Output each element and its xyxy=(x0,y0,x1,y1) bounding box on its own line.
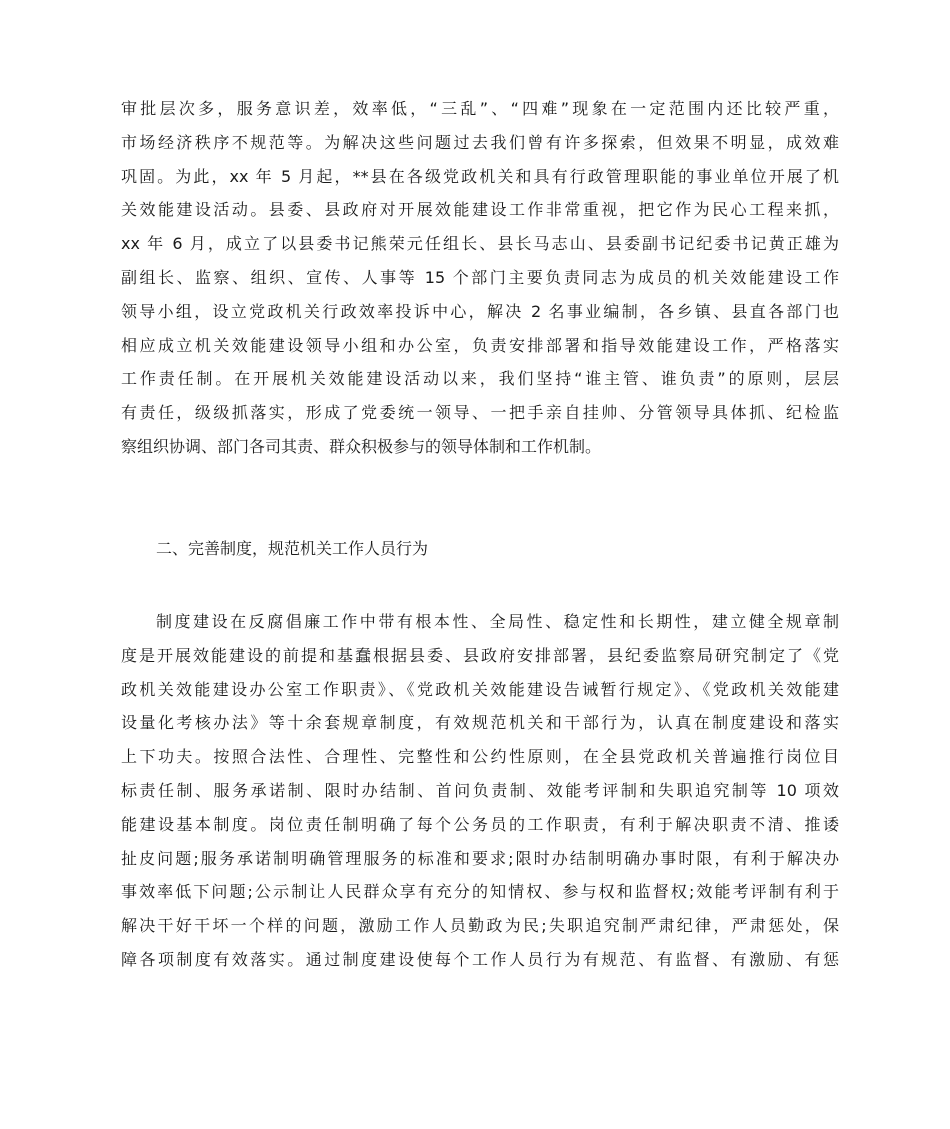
text-line: 巩固。为此，xx 年 5 月起，**县在各级党政机关和具有行政管理职能的事业单位开展了机 xyxy=(121,166,839,186)
text-line: 解决干好干坏一个样的问题，激励工作人员勤政为民;失职追究制严肃纪律，严肃惩处，保 xyxy=(121,916,839,936)
text-line: xx 年 6 月，成立了以县委书记熊荣元任组长、县长马志山、县委副书记纪委书记黄正雄为 xyxy=(121,234,839,254)
text-line: 能建设基本制度。岗位责任制明确了每个公务员的工作职责，有利于解决职责不清、推诿 xyxy=(121,814,839,834)
text-line: 度是开展效能建设的前提和基蠢根据县委、县政府安排部署，县纪委监察局研究制定了《党 xyxy=(121,645,839,665)
section-heading-text: 二、完善制度，规范机关工作人员行为 xyxy=(156,539,429,558)
section-heading xyxy=(121,532,839,566)
text-line: 扯皮问题;服务承诺制明确管理服务的标准和要求;限时办结制明确办事时限，有利于解决办 xyxy=(121,848,839,868)
text-line: 副组长、监察、组织、宣传、人事等 15 个部门主要负责同志为成员的机关效能建设工作 xyxy=(121,267,839,287)
text-line: 政机关效能建设办公室工作职责》、《党政机关效能建设告诫暂行规定》、《党政机关效能建 xyxy=(121,679,839,699)
text-line: 相应成立机关效能建设领导小组和办公室，负责安排部署和指导效能建设工作，严格落实 xyxy=(121,335,839,355)
text-line: 市场经济秩序不规范等。为解决这些问题过去我们曾有许多探索，但效果不明显，成效难 xyxy=(121,132,839,152)
text-line: 工作责任制。在开展机关效能建设活动以来，我们坚持“谁主管、谁负责”的原则，层层 xyxy=(121,369,839,389)
text-line: 有责任，级级抓落实，形成了党委统一领导、一把手亲自挂帅、分管领导具体抓、纪检监 xyxy=(121,403,839,423)
text-line: 制度建设在反腐倡廉工作中带有根本性、全局性、稳定性和长期性，建立健全规章制 xyxy=(156,612,839,631)
text-line: 察组织协调、部门各司其责、群众积极参与的领导体制和工作机制。 xyxy=(121,436,602,456)
text-line: 领导小组，设立党政机关行政效率投诉中心，解决 2 名事业编制，各乡镇、县直各部门也 xyxy=(121,301,839,321)
paragraph-efficiency-campaign xyxy=(121,92,839,464)
paragraph-institution-building xyxy=(121,605,839,977)
text-line: 关效能建设活动。县委、县政府对开展效能建设工作非常重视，把它作为民心工程来抓， xyxy=(121,200,839,220)
text-line: 审批层次多，服务意识差，效率低，“三乱”、“四难”现象在一定范围内还比较严重， xyxy=(121,99,839,118)
text-line: 设量化考核办法》等十余套规章制度，有效规范机关和干部行为，认真在制度建设和落实 xyxy=(121,713,839,733)
text-line: 标责任制、服务承诺制、限时办结制、首问负责制、效能考评制和失职追究制等 10 项效 xyxy=(121,780,839,800)
text-line: 事效率低下问题;公示制让人民群众享有充分的知情权、参与权和监督权;效能考评制有利于 xyxy=(121,882,839,902)
text-line: 上下功夫。按照合法性、合理性、完整性和公约性原则，在全县党政机关普遍推行岗位目 xyxy=(121,747,839,767)
text-line: 障各项制度有效落实。通过制度建设使每个工作人员行为有规范、有监督、有激励、有惩 xyxy=(121,949,839,969)
